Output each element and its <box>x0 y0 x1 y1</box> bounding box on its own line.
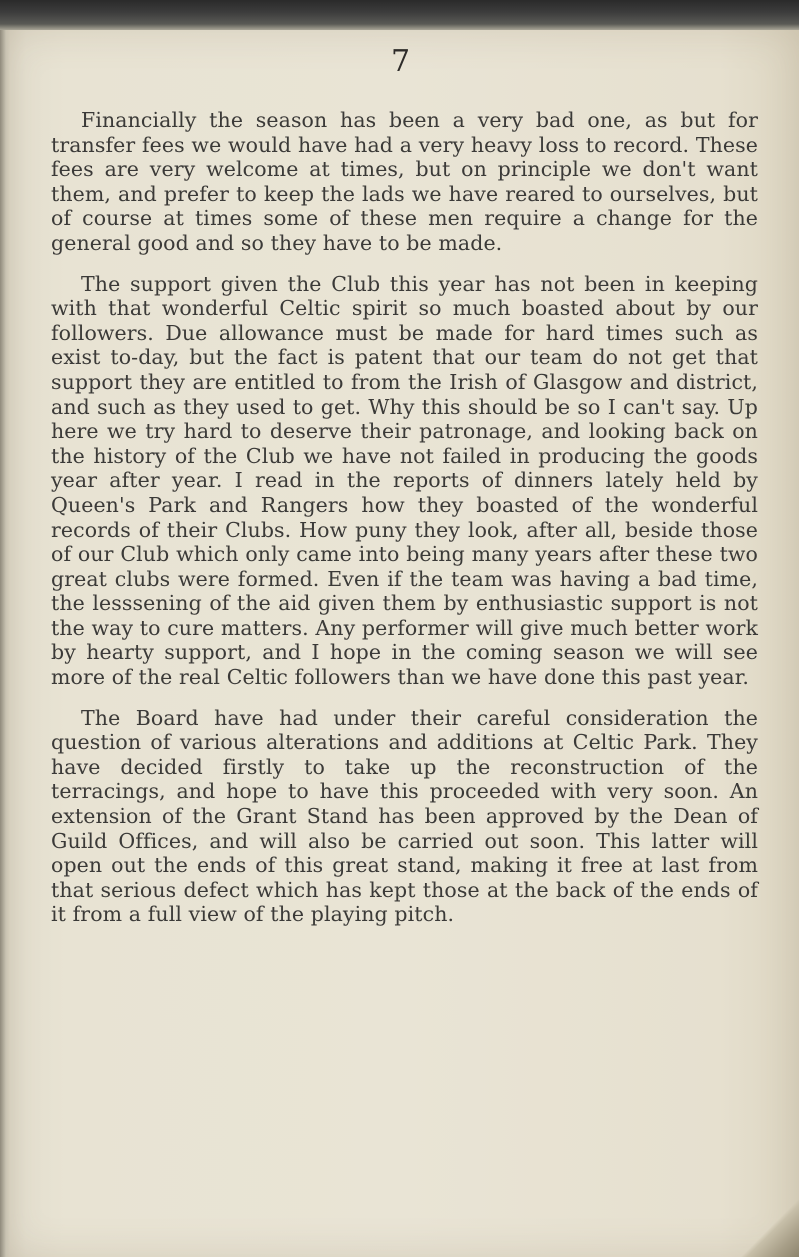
paragraph-alterations: The Board have had under their careful consideration the question of various alterations and additions at Celtic Park. They have decided firstly to take up the reconstruction of the terracings, and hope to have this proceeded with very soon. An extension of the Grant Stand has been approved by the Dean of Guild Offices, and will also be carried out soon. This latter will open out the ends of this great stand, making it free at last from that serious defect which has kept those at the back of the ends of it from a full view of the playing pitch. <box>51 705 758 927</box>
paragraph-finances: Financially the season has been a very bad one, as but for transfer fees we would have had a very heavy loss to record. These fees are very welcome at times, but on principle we don't want them, and prefer to keep the lads we have reared to ourselves, but of course at times some of these men require a change for the general good and so they have to be made. <box>51 108 758 255</box>
paragraph-support: The support given the Club this year has not been in keeping with that wonderful Celtic spirit so much boasted about by our followers. Due allowance must be made for hard times such as exist to-day, but the fact is patent that our team do not get that support they are entitled to from the Irish of Glasgow and district, and such as they used to get. Why this should be so I can't say. Up here we try hard to deserve their patronage, and looking back on the history of the Club we have not failed in producing the goods year after year. I read in the reports of dinners lately held by Queen's Park and Rangers how they boasted of the wonderful records of their Clubs. How puny they look, after all, beside those of our Club which only came into being many years after these two great clubs were formed. Even if the team was having a bad time, the lesssening of the aid given them by enthusiastic support is not the way to cure matters. Any performer will give much better work by hearty support, and I hope in the coming season we will see more of the real Celtic followers than we have done this past year. <box>51 271 758 690</box>
page-body <box>51 108 758 927</box>
book-page <box>2 30 799 1257</box>
page-top-edge <box>0 0 799 30</box>
book-spine-shadow <box>0 30 10 1257</box>
page-number: 7 <box>390 44 411 79</box>
worn-page-corner <box>739 1187 799 1257</box>
